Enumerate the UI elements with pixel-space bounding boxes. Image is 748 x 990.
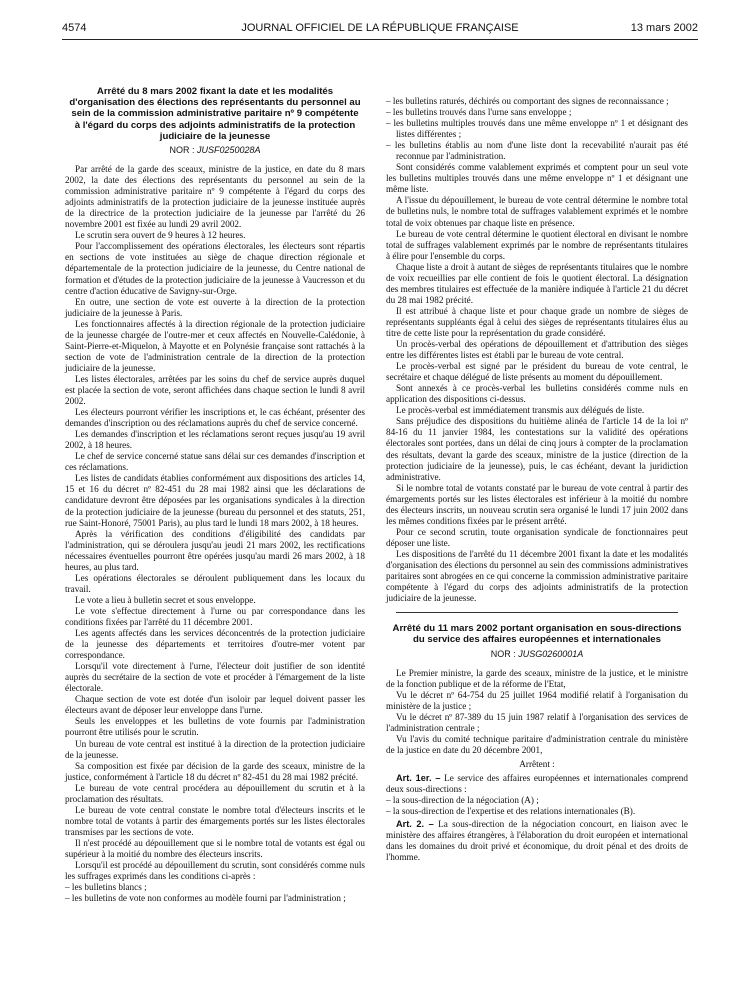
header-rule bbox=[62, 39, 698, 40]
paragraph: Sans préjudice des dispositions du huitième alinéa de l'article 14 de la loi nº 84-16 du 11 janvier 1984, les contestations sur la validité des opérations électorales sont portées, dans un délai de cinq jours à compter de la proclamation des résultats, devant la garde des sceaux, ministre de la justice (direction de la protection judiciaire de la jeunesse), puis, le cas échéant, devant la juridiction administrative. bbox=[386, 416, 688, 482]
nor-label: NOR : bbox=[490, 648, 516, 659]
paragraph: Vu le décret nº 87-389 du 15 juin 1987 relatif à l'organisation des services de l'administration centrale ; bbox=[386, 711, 688, 733]
journal-title: JOURNAL OFFICIEL DE LA RÉPUBLIQUE FRANÇAISE bbox=[241, 22, 519, 34]
art1-list bbox=[386, 795, 688, 817]
paragraph: Par arrêté de la garde des sceaux, ministre de la justice, en date du 8 mars 2002, la date des élections des représentants du personnel au sein de la commission administrative paritaire nº 9 compétente à l'égard du corps des adjoints administratifs de la protection judiciaire de la jeunesse instituée auprès de la directrice de la protection judiciaire de la jeunesse par l'arrêté du 26 novembre 2001 est fixée au lundi 29 avril 2002. bbox=[65, 164, 365, 230]
paragraph: Chaque liste a droit à autant de sièges de représentants titulaires que le nombre de voix recueillies par elle contient de fois le quotient électoral. La désignation des membres titulaires est effectuée de la manière indiquée à l'article 21 du décret du 28 mai 1982 précité. bbox=[386, 261, 688, 305]
arrete2-body bbox=[386, 668, 688, 756]
arrete1-body-right bbox=[386, 162, 688, 604]
paragraph: Le procès-verbal est immédiatement transmis aux délégués de liste. bbox=[396, 405, 645, 416]
paragraph: Les dispositions de l'arrêté du 11 décembre 2001 fixant la date et les modalités d'organisation des élections du personnel au sein des commissions administratives paritaires sont abrogées en ce qui concerne la commission administrative paritaire compétente à l'égard du corps des adjoints administratifs de la protection judiciaire de la jeunesse. bbox=[386, 548, 688, 604]
paragraph: Les fonctionnaires affectés à la direction régionale de la protection judiciaire de la jeunesse chargée de l'outre-mer et ceux affectés en Nouvelle-Calédonie, à Saint-Pierre-et-Miquelon, à Mayotte et en Polynésie française sont rattachés à la section de vote de l'administration centrale de la direction de la protection judiciaire de la jeunesse. bbox=[65, 318, 365, 373]
right-column bbox=[386, 96, 688, 863]
paragraph: Si le nombre total de votants constaté par le bureau de vote central à partir des émargements portés sur les listes électorales est inférieur à la moitié du nombre des électeurs inscrits, un nouveau scrutin sera organisé le lundi 17 juin 2002 dans les mêmes conditions fixées par le présent arrêté. bbox=[386, 482, 688, 526]
art1-label: Art. 1er. – bbox=[396, 773, 441, 784]
paragraph: Le chef de service concerné statue sans délai sur ces demandes d'inscription et ces réclamations. bbox=[65, 451, 365, 473]
paragraph: En outre, une section de vote est ouverte à la direction de la protection judiciaire de la jeunesse à Paris. bbox=[65, 296, 365, 318]
paragraph: Vu le décret nº 64-754 du 25 juillet 1964 modifié relatif à l'organisation du ministère de la justice ; bbox=[386, 689, 688, 711]
paragraph: Un procès-verbal des opérations de dépouillement et d'attribution des sièges entre les différentes listes est établi par le bureau de vote central. bbox=[386, 339, 688, 361]
list-item: – les bulletins raturés, déchirés ou comportant des signes de reconnaissance ; bbox=[386, 96, 669, 106]
arretent: Arrêtent : bbox=[519, 758, 555, 769]
paragraph: Après la vérification des conditions d'éligibilité des candidats par l'administration, qui se déroulera jusqu'au jeudi 21 mars 2002, les rectifications nécessaires éventuelles pourront être opérées jusqu'au mardi 26 mars 2002, à 18 heures, au plus tard. bbox=[65, 528, 365, 572]
page-header bbox=[62, 22, 698, 36]
list-item: – la sous-direction de l'expertise et des relations internationales (B). bbox=[386, 806, 636, 817]
paragraph: Seuls les enveloppes et les bulletins de vote fournis par l'administration pourront être utilisés pour le scrutin. bbox=[65, 716, 365, 738]
nor-code: JUSG0260001A bbox=[518, 648, 584, 659]
paragraph: Il n'est procédé au dépouillement que si le nombre total de votants est égal ou supérieur à la moitié du nombre des électeurs inscrits. bbox=[65, 837, 365, 859]
section-separator bbox=[396, 612, 678, 613]
paragraph: Le bureau de vote central détermine le quotient électoral en divisant le nombre total de suffrages valablement exprimés par le nombre de représentants titulaires à élire pour l'ensemble du corps. bbox=[386, 228, 688, 261]
nor-label: NOR : bbox=[169, 145, 195, 156]
list-item: – les bulletins multiples trouvés dans une même enveloppe nº 1 et désignant des listes différentes ; bbox=[386, 118, 688, 140]
page-number: 4574 bbox=[62, 22, 87, 34]
list-item: – les bulletins trouvés dans l'urne sans enveloppe ; bbox=[386, 107, 572, 118]
paragraph: Sont annexés à ce procès-verbal les bulletins considérés comme nuls en application des dispositions ci-dessus. bbox=[386, 383, 688, 405]
art2-label: Art. 2. – bbox=[396, 819, 434, 830]
art2-text: La sous-direction de la négociation concourt, en liaison avec le ministère des affaires étrangères, à l'élaboration du droit européen et international dans les domaines du droit privé et économique, du droit pénal et des droits de l'homme. bbox=[386, 819, 688, 863]
paragraph: Un bureau de vote central est institué à la direction de la protection judiciaire de la jeunesse. bbox=[65, 738, 365, 760]
paragraph: Lorsqu'il est procédé au dépouillement du scrutin, sont considérés comme nuls les suffrages exprimés dans les conditions ci-après : bbox=[65, 860, 365, 882]
arrete1-body bbox=[65, 164, 365, 882]
paragraph: Les agents affectés dans les services déconcentrés de la protection judiciaire de la jeunesse des départements et territoires d'outre-mer votent par correspondance. bbox=[65, 628, 365, 661]
paragraph: Lorsqu'il vote directement à l'urne, l'électeur doit justifier de son identité auprès du secrétaire de la section de vote et procéder à l'émargement de la liste électorale. bbox=[65, 661, 365, 694]
paragraph: Le Premier ministre, la garde des sceaux, ministre de la justice, et le ministre de la fonction publique et de la réforme de l'Etat, bbox=[386, 667, 688, 689]
paragraph: Les demandes d'inscription et les réclamations seront reçues jusqu'au 19 avril 2002, à 18 heures. bbox=[65, 429, 365, 451]
paragraph: Les électeurs pourront vérifier les inscriptions et, le cas échéant, présenter des demandes d'inscription ou des réclamations auprès du chef de service concerné. bbox=[65, 407, 365, 429]
arrete1-list-left bbox=[65, 882, 365, 904]
paragraph: Le scrutin sera ouvert de 9 heures à 12 heures. bbox=[75, 230, 246, 241]
arrete1-list-right bbox=[386, 96, 688, 162]
nor-code: JUSF0250028A bbox=[196, 145, 261, 156]
paragraph: Le vote s'effectue directement à l'urne ou par correspondance dans les conditions fixées par l'arrêté du 11 décembre 2001. bbox=[65, 605, 365, 627]
left-column bbox=[65, 86, 365, 904]
paragraph: Les listes électorales, arrêtées par les soins du chef de service auprès duquel est placée la section de vote, seront affichées dans chaque section le lundi 8 avril 2002. bbox=[65, 373, 365, 407]
paragraph: Pour l'accomplissement des opérations électorales, les électeurs sont répartis en sections de vote instituées au siège de chaque direction régionale et départementale de la protection judiciaire de la jeunesse, du Centre national de formation et d'études de la protection judiciaire de la jeunesse à Vaucresson et du centre d'action éducative de Savigny-sur-Orge. bbox=[65, 241, 365, 296]
list-item: – la sous-direction de la négociation (A) ; bbox=[386, 795, 539, 806]
paragraph: Le bureau de vote central constate le nombre total d'électeurs inscrits et le nombre total de votants à partir des émargements portés sur les listes électorales transmises par les sections de vote. bbox=[65, 804, 365, 837]
issue-date: 13 mars 2002 bbox=[630, 22, 698, 34]
paragraph: Sont considérés comme valablement exprimés et comptent pour un seul vote les bulletins multiples trouvés dans une même enveloppe nº 1 et désignant une même liste. bbox=[386, 162, 688, 195]
paragraph: Vu l'avis du comité technique paritaire d'administration centrale du ministère de la justice en date du 20 décembre 2001, bbox=[386, 733, 688, 755]
arrete1-title: Arrêté du 8 mars 2002 fixant la date et les modalités d'organisation des élections des représentants du personnel au sein de la commission administrative paritaire nº 9 compétente à l'égard du corps des adjoints administratifs de la protection judiciaire de la jeunesse bbox=[69, 86, 361, 142]
arrete2-nor bbox=[386, 649, 688, 660]
arrete2-title: Arrêté du 11 mars 2002 portant organisation en sous-directions du service des affaires européennes et internationales bbox=[392, 623, 682, 646]
paragraph: Le bureau de vote central procédera au dépouillement du scrutin et à la proclamation des résultats. bbox=[65, 782, 365, 804]
art2 bbox=[386, 819, 688, 863]
paragraph: Pour ce second scrutin, toute organisation syndicale de fonctionnaires peut déposer une liste. bbox=[386, 526, 688, 548]
list-item: – les bulletins établis au nom d'une liste dont la recevabilité n'aurait pas été reconnue par l'administration. bbox=[386, 140, 688, 162]
paragraph: A l'issue du dépouillement, le bureau de vote central détermine le nombre total de bulletins nuls, le nombre total de suffrages valablement exprimés et le nombre total de voix obtenues par chaque liste en présence. bbox=[386, 195, 688, 228]
paragraph: Les listes de candidats établies conformément aux dispositions des articles 14, 15 et 16 du décret nº 82-451 du 28 mai 1982 ainsi que les déclarations de candidature devront être déposées par les organisations syndicales à la direction de la protection judiciaire de la jeunesse (bureau du personnel et des statuts, 251, rue Saint-Honoré, 75001 Paris), au plus tard le lundi 18 mars 2002, à 18 heures. bbox=[65, 473, 365, 528]
art1-text: Le service des affaires européennes et internationales comprend deux sous-directions : bbox=[386, 773, 688, 795]
art1 bbox=[386, 773, 688, 795]
paragraph: Il est attribué à chaque liste et pour chaque grade un nombre de sièges de représentants suppléants égal à celui des sièges de représentants titulaires élus au titre de cette liste pour la représentation du grade considéré. bbox=[386, 305, 688, 338]
list-item: – les bulletins blancs ; bbox=[65, 882, 147, 893]
paragraph: Le vote a lieu à bulletin secret et sous enveloppe. bbox=[75, 594, 256, 605]
paragraph: Les opérations électorales se déroulent publiquement dans les locaux du travail. bbox=[65, 572, 365, 594]
arrete1-nor bbox=[65, 145, 365, 156]
paragraph: Chaque section de vote est dotée d'un isoloir par lequel doivent passer les électeurs avant de déposer leur enveloppe dans l'urne. bbox=[65, 694, 365, 716]
paragraph: Le procès-verbal est signé par le président du bureau de vote central, le secrétaire et chaque délégué de liste présents au moment du dépouillement. bbox=[386, 361, 688, 383]
paragraph: Sa composition est fixée par décision de la garde des sceaux, ministre de la justice, conformément à l'article 18 du décret nº 82-451 du 28 mai 1982 précité. bbox=[65, 760, 365, 782]
list-item: – les bulletins de vote non conformes au modèle fourni par l'administration ; bbox=[65, 893, 346, 904]
